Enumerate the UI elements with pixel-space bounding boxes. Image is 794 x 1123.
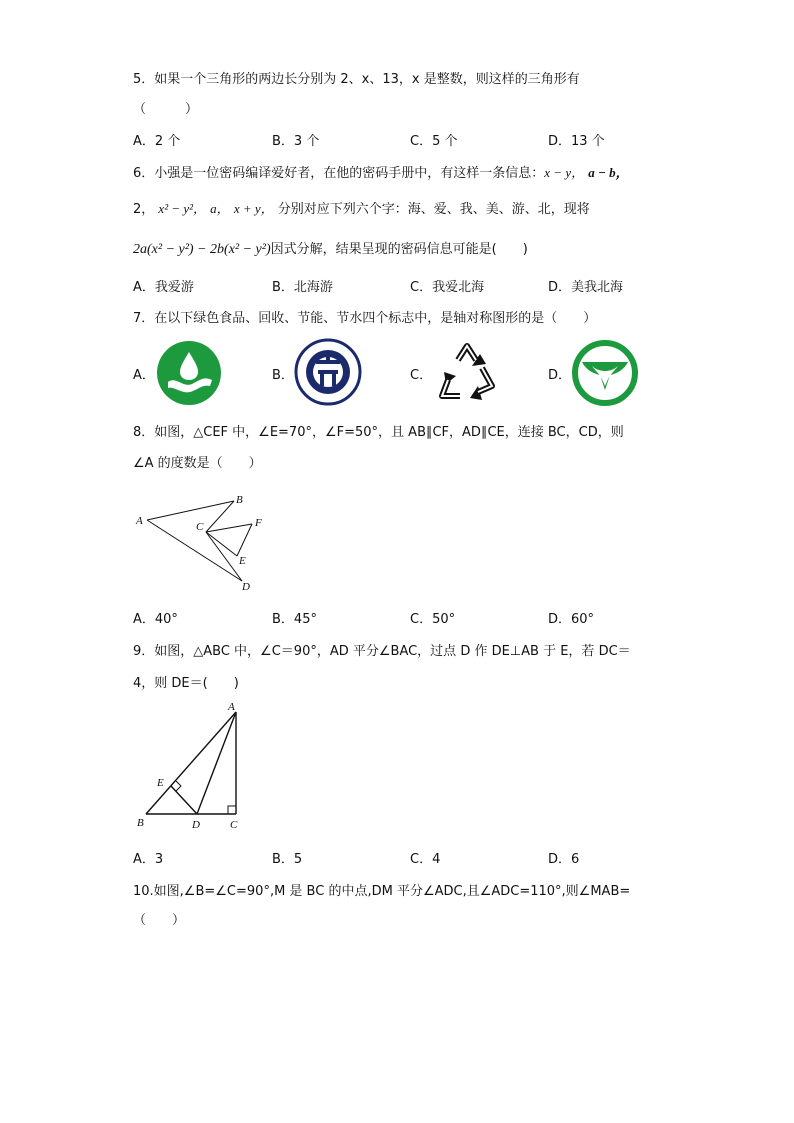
- q8-label-e: E: [239, 555, 246, 567]
- q6-line1: [133, 162, 629, 181]
- q6-option-d: D．美我北海: [548, 280, 624, 295]
- q9-option-a: A．3: [133, 852, 164, 867]
- q8-label-c: C: [196, 521, 204, 533]
- q6-math-a: a，: [210, 201, 230, 216]
- q8-label-a: A: [136, 515, 143, 527]
- q8-label-f: F: [255, 517, 262, 529]
- energy-saving-logo-icon: [294, 338, 362, 406]
- q6-option-a: A．我爱游: [133, 280, 194, 295]
- q9-option-d: D．6: [548, 852, 580, 867]
- q5-option-c: C．5 个: [410, 134, 458, 149]
- water-saving-logo-icon: [156, 340, 222, 406]
- q6-math-a-minus-b: a − b，: [588, 165, 629, 180]
- q8-label-d: D: [242, 581, 250, 593]
- q6-line3-text: 因式分解，结果呈现的密码信息可能是( ): [270, 242, 528, 257]
- q8-option-d: D．60°: [548, 612, 595, 627]
- q7-stem: 7．在以下绿色食品、回收、节能、节水四个标志中，是轴对称图形的是（ ）: [133, 311, 597, 326]
- q7-option-c: C．: [410, 368, 433, 383]
- q6-line1-text: 6．小强是一位密码编译爱好者，在他的密码手册中，有这样一条信息：: [133, 166, 545, 181]
- q9-line2: 4，则 DE＝( ): [133, 676, 239, 691]
- q8-line1: 8．如图，△CEF 中，∠E=70°，∠F=50°，且 AB∥CF，AD∥CE，连接 BC，CD，则: [133, 425, 624, 440]
- q9-label-d: D: [192, 819, 200, 831]
- q9-option-c: C．4: [410, 852, 441, 867]
- recycle-logo-icon: [434, 340, 500, 406]
- q5-option-d: D．13 个: [548, 134, 605, 149]
- q10-answer-paren: （ ）: [133, 913, 186, 928]
- q6-two: 2，: [133, 202, 155, 217]
- q8-option-c: C．50°: [410, 612, 456, 627]
- q9-figure: [130, 700, 250, 835]
- q6-math-x-plus-y: x + y，: [233, 201, 274, 216]
- q5-answer-paren: （ ）: [133, 102, 199, 117]
- q6-option-c: C．我爱北海: [410, 280, 485, 295]
- q6-math-x-minus-y: x − y，: [544, 165, 585, 180]
- q6-math-expression: 2a(x² − y²) − 2b(x² − y²): [133, 242, 271, 257]
- q5-option-a: A．2 个: [133, 134, 181, 149]
- q8-line2: ∠A 的度数是（ ）: [133, 456, 262, 471]
- q5-stem: 5．如果一个三角形的两边长分别为 2、x、13，x 是整数，则这样的三角形有: [133, 72, 580, 87]
- q9-label-a: A: [228, 701, 235, 713]
- q9-option-b: B．5: [272, 852, 303, 867]
- q8-option-b: B．45°: [272, 612, 317, 627]
- q8-option-a: A．40°: [133, 612, 178, 627]
- q9-label-e: E: [157, 777, 164, 789]
- q6-line2: [133, 198, 590, 217]
- q6-option-b: B．北海游: [272, 280, 333, 295]
- q10-line1: 10.如图,∠B=∠C=90°,M 是 BC 的中点,DM 平分∠ADC,且∠ADC=110°,则∠MAB=: [133, 884, 631, 899]
- q7-option-a: A．: [133, 368, 155, 383]
- q9-label-c: C: [230, 819, 238, 831]
- q6-math-x2-minus-y2: x² − y²，: [158, 201, 207, 216]
- q5-option-b: B．3 个: [272, 134, 320, 149]
- q6-line3: [133, 238, 528, 258]
- green-food-logo-icon: [572, 340, 638, 406]
- q9-label-b: B: [137, 817, 144, 829]
- q9-line1: 9．如图，△ABC 中，∠C＝90°，AD 平分∠BAC，过点 D 作 DE⊥AB 于 E，若 DC＝: [133, 644, 631, 659]
- q8-figure: [130, 490, 270, 600]
- q8-label-b: B: [236, 494, 243, 506]
- q7-option-d: D．: [548, 368, 572, 383]
- q6-line2-text: 分别对应下列六个字：海、爱、我、美、游、北，现将: [277, 202, 590, 217]
- q7-option-b: B．: [272, 368, 294, 383]
